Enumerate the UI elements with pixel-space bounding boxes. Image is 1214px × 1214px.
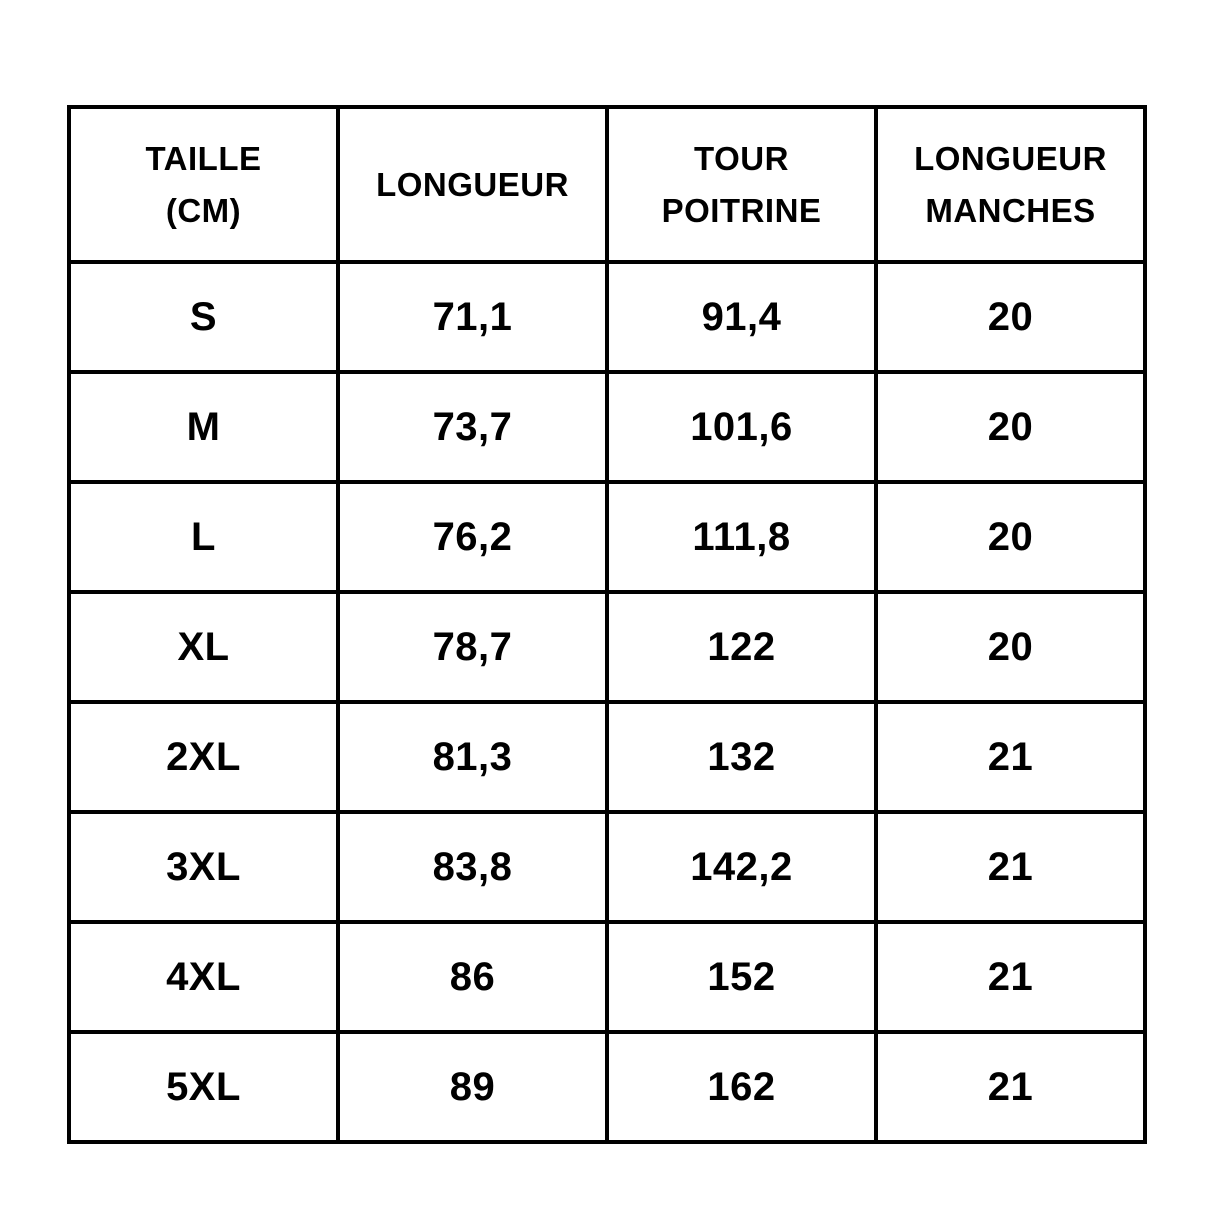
cell-longueur-manches: 21: [876, 922, 1145, 1032]
table-row: [69, 262, 1145, 372]
cell-longueur-manches: 21: [876, 812, 1145, 922]
cell-tour-poitrine: 142,2: [607, 812, 876, 922]
table-row: [69, 812, 1145, 922]
cell-longueur: 78,7: [338, 592, 607, 702]
header-line: TAILLE: [145, 140, 262, 178]
cell-taille: M: [69, 372, 338, 482]
header-line: LONGUEUR: [376, 165, 569, 203]
cell-longueur: 73,7: [338, 372, 607, 482]
header-line: (CM): [165, 191, 242, 229]
cell-longueur: 83,8: [338, 812, 607, 922]
cell-taille: 2XL: [69, 702, 338, 812]
table-row: [69, 482, 1145, 592]
cell-longueur: 81,3: [338, 702, 607, 812]
cell-longueur: 71,1: [338, 262, 607, 372]
cell-longueur: 76,2: [338, 482, 607, 592]
cell-tour-poitrine: 101,6: [607, 372, 876, 482]
cell-longueur-manches: 20: [876, 372, 1145, 482]
cell-longueur: 89: [338, 1032, 607, 1142]
column-header-taille: [69, 107, 338, 262]
table-row: [69, 372, 1145, 482]
header-line: POITRINE: [661, 191, 822, 229]
cell-longueur-manches: 21: [876, 1032, 1145, 1142]
size-chart-table: [67, 105, 1147, 1144]
table-row: [69, 702, 1145, 812]
cell-taille: S: [69, 262, 338, 372]
header-line: TOUR: [694, 140, 789, 178]
cell-taille: L: [69, 482, 338, 592]
cell-longueur-manches: 20: [876, 262, 1145, 372]
cell-tour-poitrine: 162: [607, 1032, 876, 1142]
cell-longueur: 86: [338, 922, 607, 1032]
column-header-longueur: [338, 107, 607, 262]
cell-tour-poitrine: 111,8: [607, 482, 876, 592]
cell-taille: XL: [69, 592, 338, 702]
cell-tour-poitrine: 91,4: [607, 262, 876, 372]
cell-longueur-manches: 21: [876, 702, 1145, 812]
cell-tour-poitrine: 122: [607, 592, 876, 702]
table-row: [69, 592, 1145, 702]
cell-longueur-manches: 20: [876, 592, 1145, 702]
cell-taille: 5XL: [69, 1032, 338, 1142]
header-row: [69, 107, 1145, 262]
cell-taille: 3XL: [69, 812, 338, 922]
cell-tour-poitrine: 152: [607, 922, 876, 1032]
column-header-tour-poitrine: [607, 107, 876, 262]
cell-tour-poitrine: 132: [607, 702, 876, 812]
cell-longueur-manches: 20: [876, 482, 1145, 592]
header-line: LONGUEUR: [914, 140, 1107, 178]
table-row: [69, 922, 1145, 1032]
header-line: MANCHES: [925, 191, 1096, 229]
column-header-longueur-manches: [876, 107, 1145, 262]
table-body: [69, 262, 1145, 1142]
table-row: [69, 1032, 1145, 1142]
table-header: [69, 107, 1145, 262]
cell-taille: 4XL: [69, 922, 338, 1032]
